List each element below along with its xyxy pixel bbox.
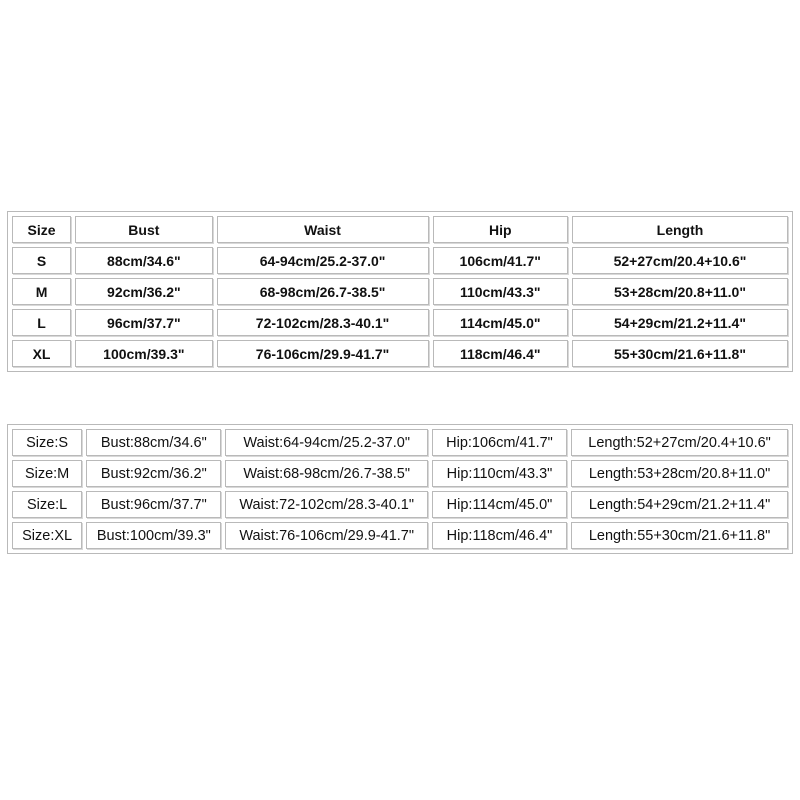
- cell-bust: Bust:100cm/39.3": [86, 522, 221, 549]
- cell-bust: 96cm/37.7": [75, 309, 213, 336]
- cell-hip: 106cm/41.7": [433, 247, 568, 274]
- cell-size: L: [12, 309, 71, 336]
- cell-hip: Hip:110cm/43.3": [432, 460, 567, 487]
- table-row: [12, 309, 788, 336]
- cell-length: Length:52+27cm/20.4+10.6": [571, 429, 788, 456]
- cell-length: 53+28cm/20.8+11.0": [572, 278, 788, 305]
- size-chart-table-columnar: [7, 211, 793, 372]
- cell-bust: 100cm/39.3": [75, 340, 213, 367]
- cell-hip: 118cm/46.4": [433, 340, 568, 367]
- cell-hip: Hip:106cm/41.7": [432, 429, 567, 456]
- table-row: [12, 340, 788, 367]
- table-row: [12, 429, 788, 456]
- cell-size: XL: [12, 340, 71, 367]
- cell-length: 55+30cm/21.6+11.8": [572, 340, 788, 367]
- cell-size: Size:L: [12, 491, 82, 518]
- header-length: Length: [572, 216, 788, 243]
- cell-length: 54+29cm/21.2+11.4": [572, 309, 788, 336]
- cell-bust: Bust:88cm/34.6": [86, 429, 221, 456]
- cell-hip: 114cm/45.0": [433, 309, 568, 336]
- cell-waist: Waist:68-98cm/26.7-38.5": [225, 460, 427, 487]
- cell-waist: 68-98cm/26.7-38.5": [217, 278, 429, 305]
- table-header-row: [12, 216, 788, 243]
- cell-waist: Waist:64-94cm/25.2-37.0": [225, 429, 427, 456]
- header-waist: Waist: [217, 216, 429, 243]
- cell-length: 52+27cm/20.4+10.6": [572, 247, 788, 274]
- table-row: [12, 247, 788, 274]
- header-bust: Bust: [75, 216, 213, 243]
- cell-hip: 110cm/43.3": [433, 278, 568, 305]
- header-hip: Hip: [433, 216, 568, 243]
- cell-waist: 64-94cm/25.2-37.0": [217, 247, 429, 274]
- cell-size: M: [12, 278, 71, 305]
- cell-waist: 76-106cm/29.9-41.7": [217, 340, 429, 367]
- table-row: [12, 522, 788, 549]
- cell-length: Length:54+29cm/21.2+11.4": [571, 491, 788, 518]
- table-row: [12, 460, 788, 487]
- cell-size: Size:XL: [12, 522, 82, 549]
- cell-length: Length:53+28cm/20.8+11.0": [571, 460, 788, 487]
- cell-length: Length:55+30cm/21.6+11.8": [571, 522, 788, 549]
- cell-bust: Bust:96cm/37.7": [86, 491, 221, 518]
- cell-size: S: [12, 247, 71, 274]
- table-row: [12, 491, 788, 518]
- cell-size: Size:M: [12, 460, 82, 487]
- cell-size: Size:S: [12, 429, 82, 456]
- cell-hip: Hip:114cm/45.0": [432, 491, 567, 518]
- size-chart-table-inline: [7, 424, 793, 554]
- cell-waist: 72-102cm/28.3-40.1": [217, 309, 429, 336]
- cell-bust: Bust:92cm/36.2": [86, 460, 221, 487]
- cell-hip: Hip:118cm/46.4": [432, 522, 567, 549]
- cell-waist: Waist:76-106cm/29.9-41.7": [225, 522, 427, 549]
- table-row: [12, 278, 788, 305]
- cell-bust: 88cm/34.6": [75, 247, 213, 274]
- cell-waist: Waist:72-102cm/28.3-40.1": [225, 491, 427, 518]
- cell-bust: 92cm/36.2": [75, 278, 213, 305]
- header-size: Size: [12, 216, 71, 243]
